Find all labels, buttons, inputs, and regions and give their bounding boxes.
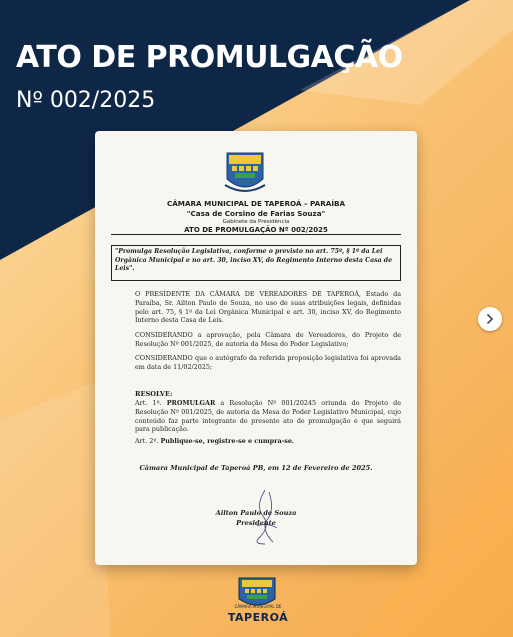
- considering-2-text: CONSIDERANDO que o autógrafo da referida proposição legislativa foi aprovada em data de 11/02/2025;: [135, 354, 401, 371]
- article-1: [111, 399, 401, 434]
- preamble-text: O PRESIDENTE DA CÂMARA DE VEREADORES DE TAPEROÁ, Estado da Paraíba, Sr. Ailton Paulo de Souza, no uso de suas atribuições legais, definidas pelo art. 75, § 1º da Lei Orgânica Municipal e art. 30, inciso XV, do Regimento Interno desta Casa de Leis.: [135, 290, 401, 325]
- paragraph-considering-1: [111, 331, 401, 349]
- signer-name: Ailton Paulo de Souza: [215, 509, 297, 517]
- resolve-heading: RESOLVE:: [135, 390, 173, 398]
- chamber-subtitle: "Casa de Corsino de Farias Souza": [186, 209, 326, 218]
- considering-1-text: CONSIDERANDO a aprovação, pela Câmara de Vereadores, do Projeto de Resolução Nº 001/2025, de autoria da Mesa do Poder Legislativo;: [135, 331, 401, 348]
- slide-headline: ATO DE PROMULGAÇÃO: [16, 40, 403, 75]
- chevron-right-icon: [484, 313, 496, 325]
- paragraph-considering-2: [111, 354, 401, 372]
- divider: [111, 234, 401, 235]
- handwritten-signature: [245, 486, 285, 548]
- signer-role: Presidente: [236, 519, 276, 527]
- footer-caption: CÂMARA MUNICIPAL DE: [234, 604, 282, 609]
- document-photo: [95, 131, 417, 565]
- slide-number: Nº 002/2025: [16, 88, 156, 113]
- cabinet-line: Gabinete da Presidência: [222, 219, 290, 225]
- place-and-date: Câmara Municipal de Taperoá PB, em 12 de Fevereiro de 2025.: [139, 464, 373, 472]
- act-title: ATO DE PROMULGAÇÃO Nº 002/2025: [184, 226, 328, 234]
- article-2-text: Publique-se, registre-se e cumpra-se.: [160, 437, 295, 445]
- article-2-prefix: Art. 2º.: [135, 437, 161, 445]
- act-summary: "Promulga Resolução Legislativa, conforme o previsto no art. 75º, § 1º da Lei Orgânica Municipal e no art. 30, inciso XV, do Regimento Interno desta Casa de Leis".: [111, 245, 401, 281]
- crest-icon: [223, 149, 267, 197]
- article-1-prefix: Art. 1º.: [135, 399, 167, 407]
- article-1-verb: PROMULGAR: [166, 399, 216, 407]
- chamber-name: CÂMARA MUNICIPAL DE TAPEROÁ – PARAÍBA: [166, 199, 346, 208]
- next-slide-button[interactable]: [478, 307, 502, 331]
- article-1-text: a Resolução Nº 001/20245 oriunda do Projeto de Resolução Nº 001/2025, de autoria da Mesa do Poder Legislativo Municipal, cujo conteúdo faz parte integrante do presente ato de promulgação e que seguirá para publicação.: [135, 399, 402, 434]
- article-2: [111, 437, 401, 446]
- paragraph-preamble: [111, 290, 401, 325]
- footer-town-name: TAPEROÁ: [227, 611, 289, 624]
